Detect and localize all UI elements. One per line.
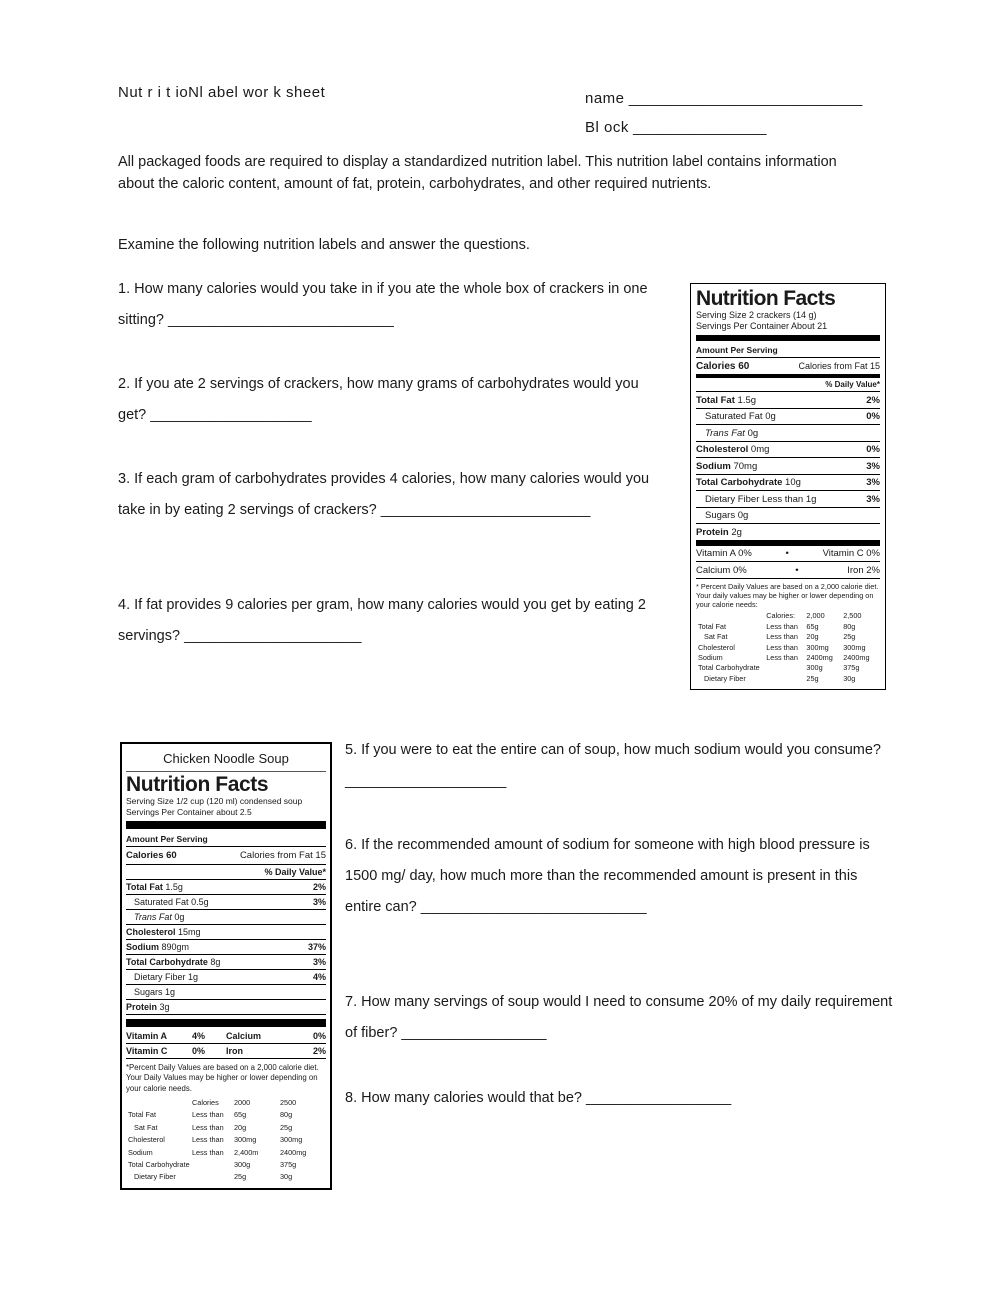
daily-value-header: % Daily Value* [696,378,880,392]
bullet-icon: • [795,564,799,576]
calories-value: Calories 60 [696,360,750,372]
student-id-block [585,84,862,142]
nutrient-row-sodium: Sodium 890gm 37% [126,940,326,955]
reference-row: Cholesterol Less than 300mg 300mg [698,642,866,652]
calories-row [126,847,326,865]
reference-table-header: Calories 2000 2500 [192,1097,297,1107]
worksheet-title: Nut r i t ioNl abel wor k sheet [118,84,326,101]
reference-row: Total Fat Less than 65g 80g [128,1110,293,1120]
block-line [585,113,862,142]
reference-row: Total Carbohydrate 300g 375g [128,1160,297,1170]
footnote: * Percent Daily Values are based on a 2,000 calorie diet. Your daily values may be higher or lower depending on your calorie needs: [696,581,879,610]
cracker-nutrition-label [690,283,886,690]
amount-per-serving: Amount Per Serving [696,343,880,358]
reference-row: Total Carbohydrate 300g 375g [698,663,860,673]
question-1: 1. How many calories would you take in if you ate the whole box of crackers in one sitting? ____________________________ [118,281,648,328]
divider-bar [126,821,326,829]
nutrient-row-sugars: Sugars 1g [126,985,326,1000]
name-label: name [585,90,625,107]
name-line [585,84,862,113]
nutrient-row-trans-fat: Trans Fat 0g [696,425,880,442]
daily-value-header: % Daily Value* [126,865,326,880]
reference-row: Sodium Less than 2400mg 2400mg [698,653,870,663]
nutrient-row-total-fat: Total Fat 1.5g 2% [696,392,880,409]
nutrient-row-protein: Protein 3g [126,1000,326,1015]
nutrient-row-total-carbohydrate: Total Carbohydrate 8g 3% [126,955,326,970]
amount-per-serving: Amount Per Serving [126,831,326,847]
question-4: 4. If fat provides 9 calories per gram, how many calories would you get by eating 2 servings? ______________________ [118,597,646,644]
calories-from-fat: Calories from Fat 15 [798,360,880,371]
serving-size: Serving Size 2 crackers (14 g) [696,310,817,321]
serving-size: Serving Size 1/2 cup (120 ml) condensed soup [126,796,303,807]
block-label: Bl ock [585,119,629,136]
question-8: 8. How many calories would that be? __________________ [345,1090,732,1106]
footnote: *Percent Daily Values are based on a 2,000 calorie diet. Your Daily Values may be higher or lower depending on your calorie needs. [126,1063,319,1093]
calories-row [696,358,880,378]
reference-row: Dietary Fiber 25g 30g [134,1172,293,1182]
reference-table-header: Calories: 2,000 2,500 [766,611,862,621]
servings-per-container: Servings Per Container About 21 [696,321,828,332]
reference-row: Dietary Fiber 25g 30g [704,673,856,683]
vitamin-row-1: Vitamin A 4% Calcium 0% [126,1029,326,1044]
nutrient-row-protein: Protein 2g [696,524,880,546]
nutrient-row-sodium: Sodium 70mg 3% [696,458,880,475]
divider-bar [126,1019,326,1027]
nutrition-facts-title: Nutrition Facts [696,287,836,310]
product-name: Chicken Noodle Soup [126,747,326,772]
nutrient-row-saturated-fat: Saturated Fat 0.5g 3% [126,895,326,910]
block-blank: ________________ [633,119,767,136]
vitamin-row-2: Vitamin C 0% Iron 2% [126,1044,326,1059]
reference-table [696,611,880,684]
question-5: 5. If you were to eat the entire can of soup, how much sodium would you consume? ____________________ [345,742,881,789]
name-blank: ____________________________ [628,90,863,107]
instruction-text: Examine the following nutrition labels and answer the questions. [118,237,530,253]
nutrient-row-dietary-fiber: Dietary Fiber 1g 4% [126,970,326,985]
servings-per-container: Servings Per Container about 2.5 [126,806,252,817]
reference-row: Sodium Less than 2,400m 2400mg [128,1147,307,1157]
divider-bar [696,335,880,341]
question-6: 6. If the recommended amount of sodium for someone with high blood pressure is 1500 mg/ day, how much more than the recommended amount is present in this entire can? ____________________________ [345,837,870,915]
nutrient-row-total-fat: Total Fat 1.5g 2% [126,880,326,895]
nutrient-row-cholesterol: Cholesterol 0mg 0% [696,442,880,459]
question-2: 2. If you ate 2 servings of crackers, how many grams of carbohydrates would you get? ____________________ [118,376,639,423]
nutrition-facts-title: Nutrition Facts [126,773,269,796]
calories-from-fat: Calories from Fat 15 [239,850,326,862]
nutrient-row-saturated-fat: Saturated Fat 0g 0% [696,409,880,426]
reference-row: Total Fat Less than 65g 80g [698,621,856,631]
intro-paragraph: All packaged foods are required to display a standardized nutrition label. This nutrition label contains information about the caloric content, amount of fat, protein, carbohydrates, and other required nutrients. [118,154,837,192]
bullet-icon: • [785,548,789,560]
reference-row: Sat Fat Less than 20g 25g [704,632,856,642]
question-7: 7. How many servings of soup would I need to consume 20% of my daily requirement of fiber? __________________ [345,994,893,1041]
reference-row: Cholesterol Less than 300mg 300mg [128,1135,303,1145]
reference-table [126,1097,326,1184]
nutrient-row-cholesterol: Cholesterol 15mg [126,925,326,940]
nutrient-row-trans-fat: Trans Fat 0g [126,910,326,925]
reference-row: Sat Fat Less than 20g 25g [134,1122,293,1132]
nutrient-row-total-carbohydrate: Total Carbohydrate 10g 3% [696,475,880,492]
vitamin-row-1: Vitamin A 0% • Vitamin C 0% [696,546,880,563]
vitamin-row-2: Calcium 0% • Iron 2% [696,562,880,579]
nutrient-row-sugars: Sugars 0g [696,508,880,525]
question-3: 3. If each gram of carbohydrates provides 4 calories, how many calories would you take in by eating 2 servings of crackers? __________________________ [118,471,650,518]
calories-value: Calories 60 [126,850,177,862]
nutrient-row-dietary-fiber: Dietary Fiber Less than 1g 3% [696,491,880,508]
soup-nutrition-label [120,742,332,1190]
